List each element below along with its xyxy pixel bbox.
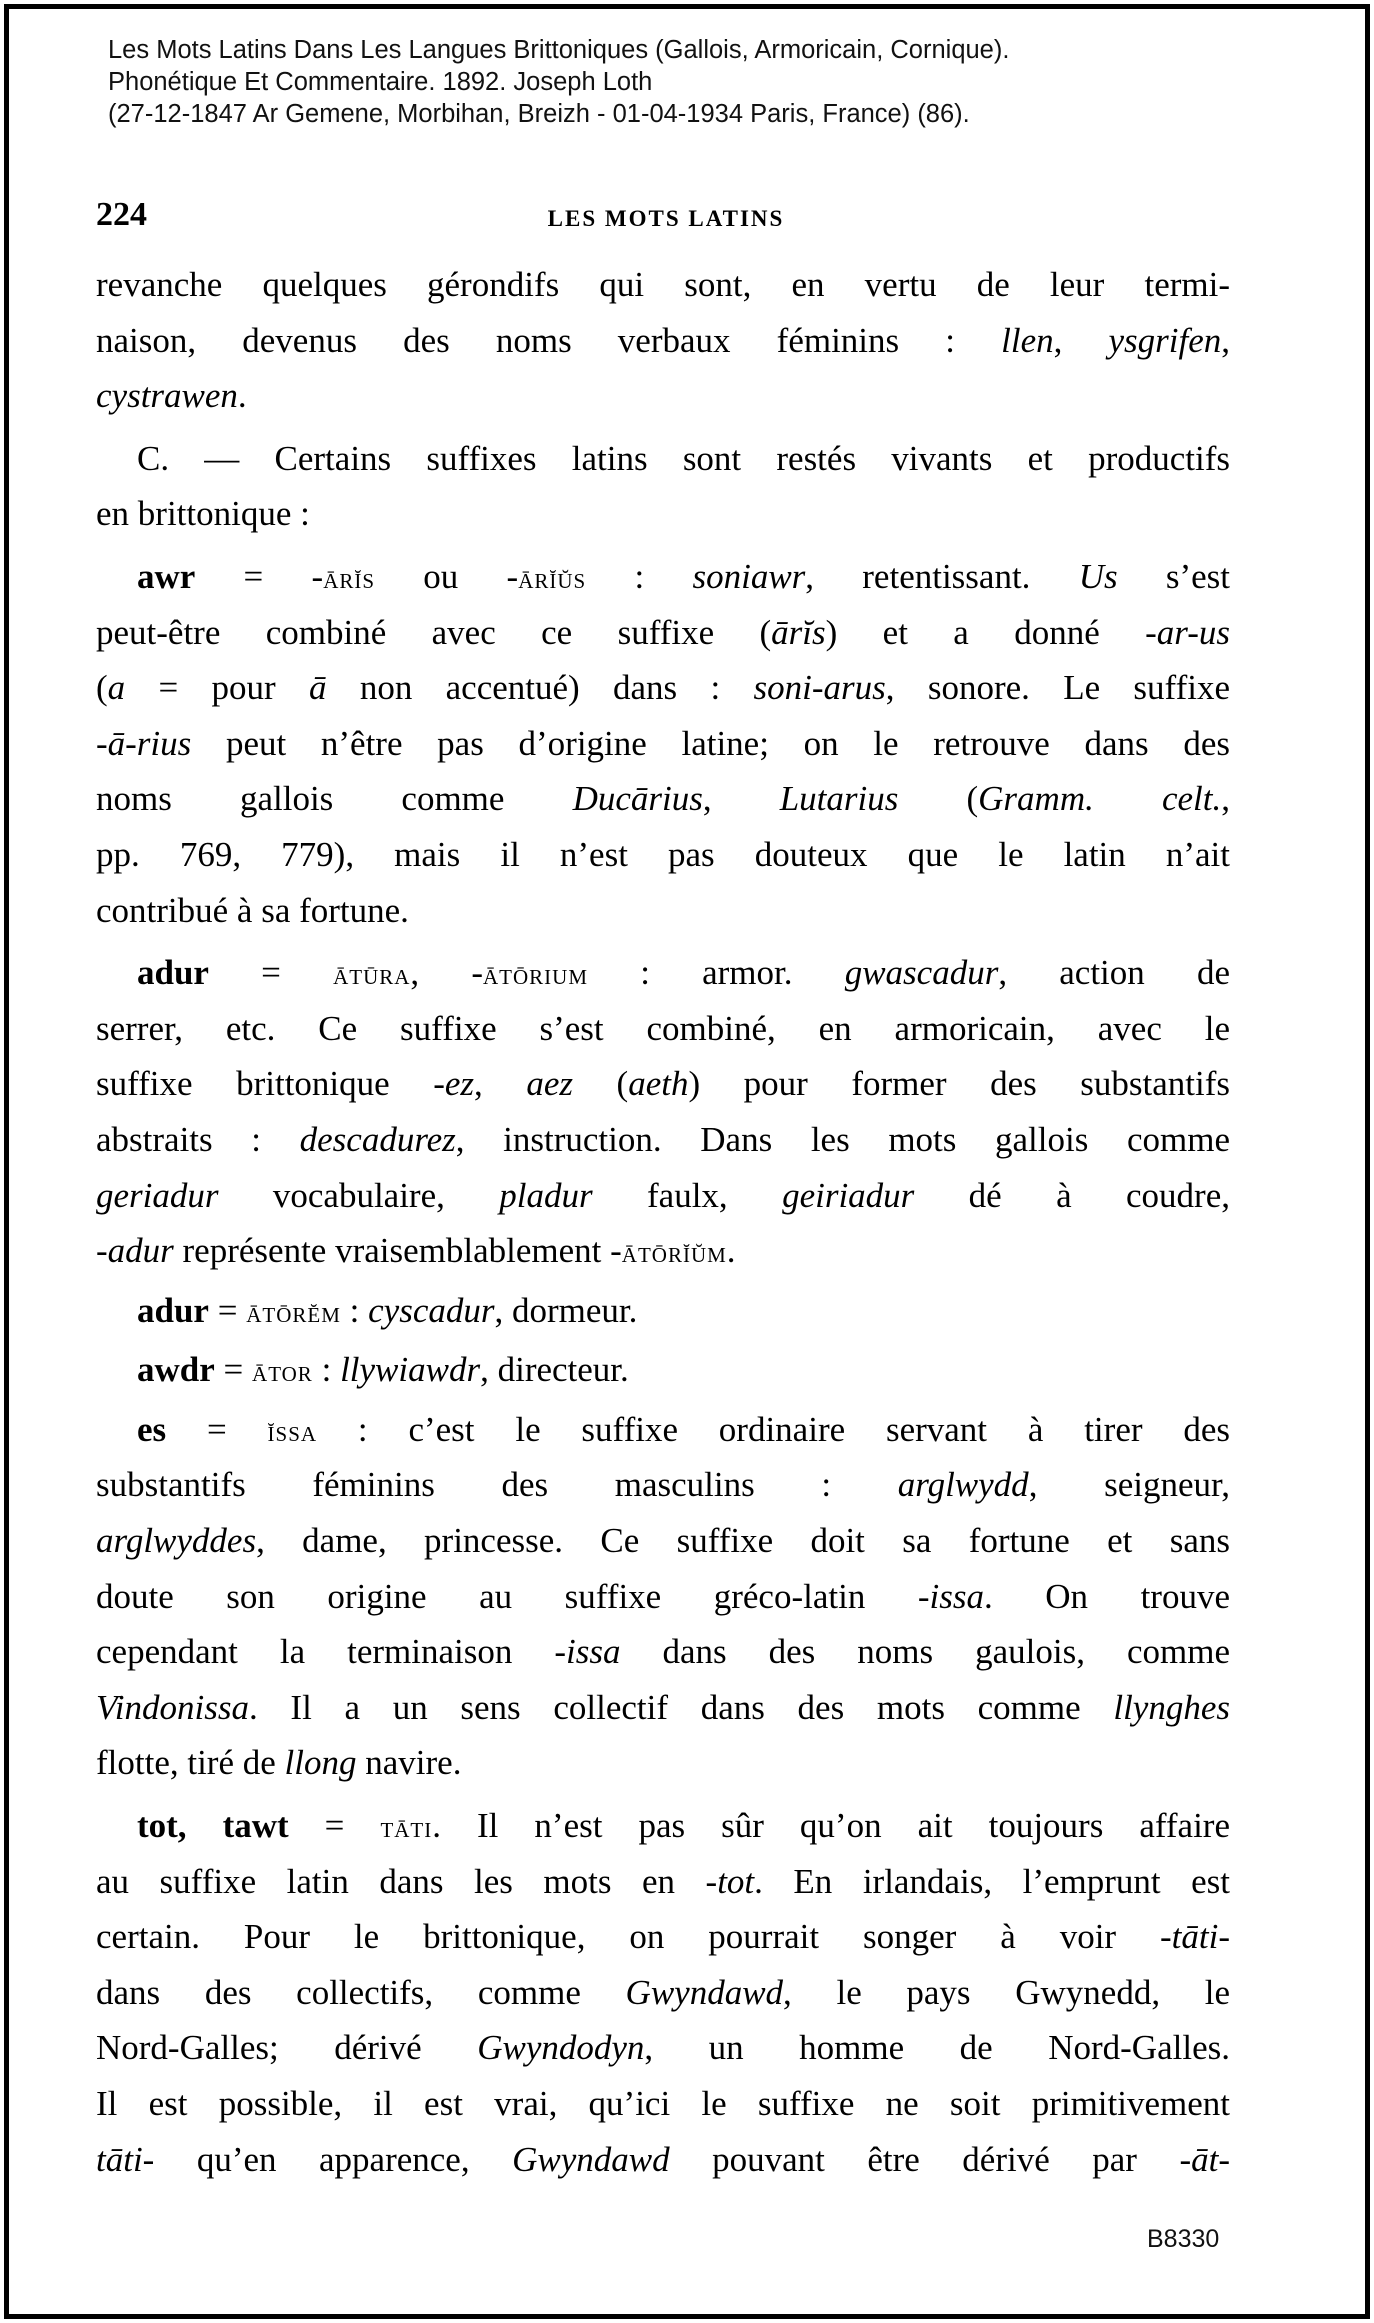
- italic-term: arglwydd: [897, 1465, 1029, 1505]
- text-line: Nord-Galles; dérivé Gwyndodyn, un homme de Nord-Galles.: [96, 2028, 1230, 2068]
- italic-term: -tāti-: [1160, 1917, 1230, 1957]
- smallcaps-term: ātor: [252, 1355, 313, 1389]
- text-line: arglwyddes, dame, princesse. Ce suffixe doit sa fortune et sans: [96, 1521, 1230, 1561]
- text-line: abstraits : descadurez, instruction. Dans les mots gallois comme: [96, 1119, 1230, 1159]
- italic-term: Gramm. celt.: [978, 779, 1222, 819]
- italic-term: Lutarius: [779, 779, 899, 819]
- text-line: dans des collectifs, comme Gwyndawd, le pays Gwynedd, le: [96, 1972, 1230, 2012]
- italic-term: -ā-rius: [96, 723, 192, 763]
- italic-term: -issa: [554, 1632, 621, 1672]
- bold-term: adur: [137, 1290, 209, 1330]
- text-line: adur = ātōrĕm : cyscadur, dormeur.: [137, 1290, 638, 1330]
- italic-term: ārĭs: [771, 612, 826, 652]
- italic-term: -āt-: [1179, 2139, 1230, 2179]
- italic-term: a: [107, 668, 126, 708]
- italic-term: cystrawen: [96, 376, 238, 416]
- document-code: B8330: [1147, 2225, 1220, 2253]
- smallcaps-term: ārĭs: [323, 561, 376, 595]
- italic-term: -adur: [96, 1231, 174, 1271]
- header-line: Phonétique Et Commentaire. 1892. Joseph Loth: [108, 68, 653, 96]
- text-line: certain. Pour le brittonique, on pourrait songer à voir -tāti-: [96, 1917, 1230, 1957]
- italic-term: geiriadur: [782, 1175, 915, 1215]
- bold-term: awr: [137, 556, 196, 596]
- text-line: tot, tawt = tāti. Il n’est pas sûr qu’on ait toujours affaire: [137, 1806, 1230, 1846]
- italic-term: -issa: [917, 1576, 984, 1616]
- smallcaps-term: ātōrĭŭm: [621, 1236, 727, 1270]
- smallcaps-term: ātōrĕm: [246, 1295, 341, 1329]
- text-line: (a = pour ā non accentué) dans : soni-arus, sonore. Le suffixe: [96, 668, 1230, 708]
- italic-term: cyscadur: [368, 1290, 495, 1330]
- bold-term: awdr: [137, 1350, 215, 1390]
- text-line: substantifs féminins des masculins : arglwydd, seigneur,: [96, 1465, 1230, 1505]
- smallcaps-term: tāti: [380, 1811, 433, 1845]
- italic-term: arglwyddes: [96, 1521, 257, 1561]
- text-line: adur = ātūra, -ātōrium : armor. gwascadur, action de: [137, 953, 1230, 993]
- text-line: es = ĭssa : c’est le suffixe ordinaire servant à tirer des: [137, 1409, 1230, 1449]
- text-line: awdr = ātor : llywiawdr, directeur.: [137, 1350, 629, 1390]
- bold-term: adur: [137, 953, 209, 993]
- italic-term: pladur: [499, 1175, 593, 1215]
- running-title: LES MOTS LATINS: [547, 206, 785, 231]
- italic-term: llen: [1001, 320, 1054, 360]
- text-line: naison, devenus des noms verbaux féminins : llen, ysgrifen,: [96, 320, 1230, 360]
- italic-term: Gwyndawd: [625, 1972, 784, 2012]
- italic-term: descadurez: [299, 1119, 456, 1159]
- text-line: awr = -ārĭs ou -ārĭŭs : soniawr, retentissant. Us s’est: [137, 556, 1230, 596]
- text-line: noms gallois comme Ducārius, Lutarius (Gramm. celt.,: [96, 779, 1230, 819]
- italic-term: llynghes: [1113, 1687, 1230, 1727]
- italic-term: aez: [526, 1064, 573, 1104]
- text-line: pp. 769, 779), mais il n’est pas douteux que le latin n’ait: [96, 834, 1230, 874]
- italic-term: llong: [284, 1743, 357, 1783]
- text-line: Il est possible, il est vrai, qu’ici le suffixe ne soit primitivement: [96, 2084, 1230, 2123]
- text-line: cystrawen.: [96, 376, 247, 416]
- italic-term: soniawr: [692, 556, 806, 596]
- text-line: doute son origine au suffixe gréco-latin -issa. On trouve: [96, 1576, 1230, 1616]
- italic-term: -tot: [705, 1861, 755, 1901]
- italic-term: Gwyndodyn: [477, 2028, 645, 2068]
- italic-term: aeth: [628, 1064, 689, 1104]
- text-line: -ā-rius peut n’être pas d’origine latine; on le retrouve dans des: [96, 723, 1230, 763]
- italic-term: gwascadur: [844, 953, 999, 993]
- italic-term: ā: [309, 668, 327, 708]
- italic-term: Ducārius: [572, 779, 703, 819]
- italic-term: soni-arus: [753, 668, 886, 708]
- smallcaps-term: ātōrium: [483, 958, 589, 992]
- page-number: 224: [96, 196, 147, 233]
- text-line: Vindonissa. Il a un sens collectif dans des mots comme llynghes: [96, 1687, 1230, 1727]
- italic-term: Gwyndawd: [512, 2139, 670, 2179]
- text-line: flotte, tiré de llong navire.: [96, 1743, 462, 1783]
- text-line: au suffixe latin dans les mots en -tot. En irlandais, l’emprunt est: [96, 1861, 1231, 1901]
- text-line: contribué à sa fortune.: [96, 890, 409, 930]
- source-header: [108, 34, 1288, 130]
- text-line: en brittonique :: [96, 494, 310, 534]
- text-line: cependant la terminaison -issa dans des noms gaulois, comme: [96, 1632, 1230, 1672]
- italic-term: -ez: [433, 1064, 475, 1104]
- text-line: suffixe brittonique -ez, aez (aeth) pour former des substantifs: [96, 1064, 1231, 1104]
- italic-term: Vindonissa: [96, 1687, 249, 1727]
- italic-term: -ar-us: [1145, 612, 1230, 652]
- smallcaps-term: ĭssa: [267, 1414, 318, 1448]
- header-line: (27-12-1847 Ar Gemene, Morbihan, Breizh - 01-04-1934 Paris, France) (86).: [108, 100, 970, 128]
- text-line: C. — Certains suffixes latins sont restés vivants et productifs: [137, 438, 1230, 478]
- smallcaps-term: ātūra: [333, 958, 411, 992]
- page-body: [96, 257, 1230, 2187]
- text-line: revanche quelques gérondifs qui sont, en vertu de leur termi-: [96, 265, 1230, 304]
- running-head: [96, 196, 1236, 246]
- text-line: geriadur vocabulaire, pladur faulx, geiriadur dé à coudre,: [96, 1175, 1230, 1215]
- italic-term: Us: [1078, 556, 1118, 596]
- text-line: -adur représente vraisemblablement -ātōrĭŭm.: [96, 1231, 736, 1271]
- smallcaps-term: ārĭŭs: [518, 561, 587, 595]
- italic-term: tāti-: [96, 2139, 155, 2179]
- text-line: tāti- qu’en apparence, Gwyndawd pouvant être dérivé par -āt-: [96, 2139, 1230, 2179]
- italic-term: llywiawdr: [340, 1350, 481, 1390]
- italic-term: geriadur: [96, 1175, 219, 1215]
- text-line: serrer, etc. Ce suffixe s’est combiné, en armoricain, avec le: [96, 1008, 1230, 1048]
- bold-term: es: [137, 1409, 167, 1449]
- text-line: peut-être combiné avec ce suffixe (ārĭs) et a donné -ar-us: [96, 612, 1230, 652]
- italic-term: ysgrifen: [1108, 320, 1222, 360]
- header-line: Les Mots Latins Dans Les Langues Brittoniques (Gallois, Armoricain, Cornique).: [108, 36, 1010, 64]
- bold-term: tot, tawt: [137, 1806, 289, 1846]
